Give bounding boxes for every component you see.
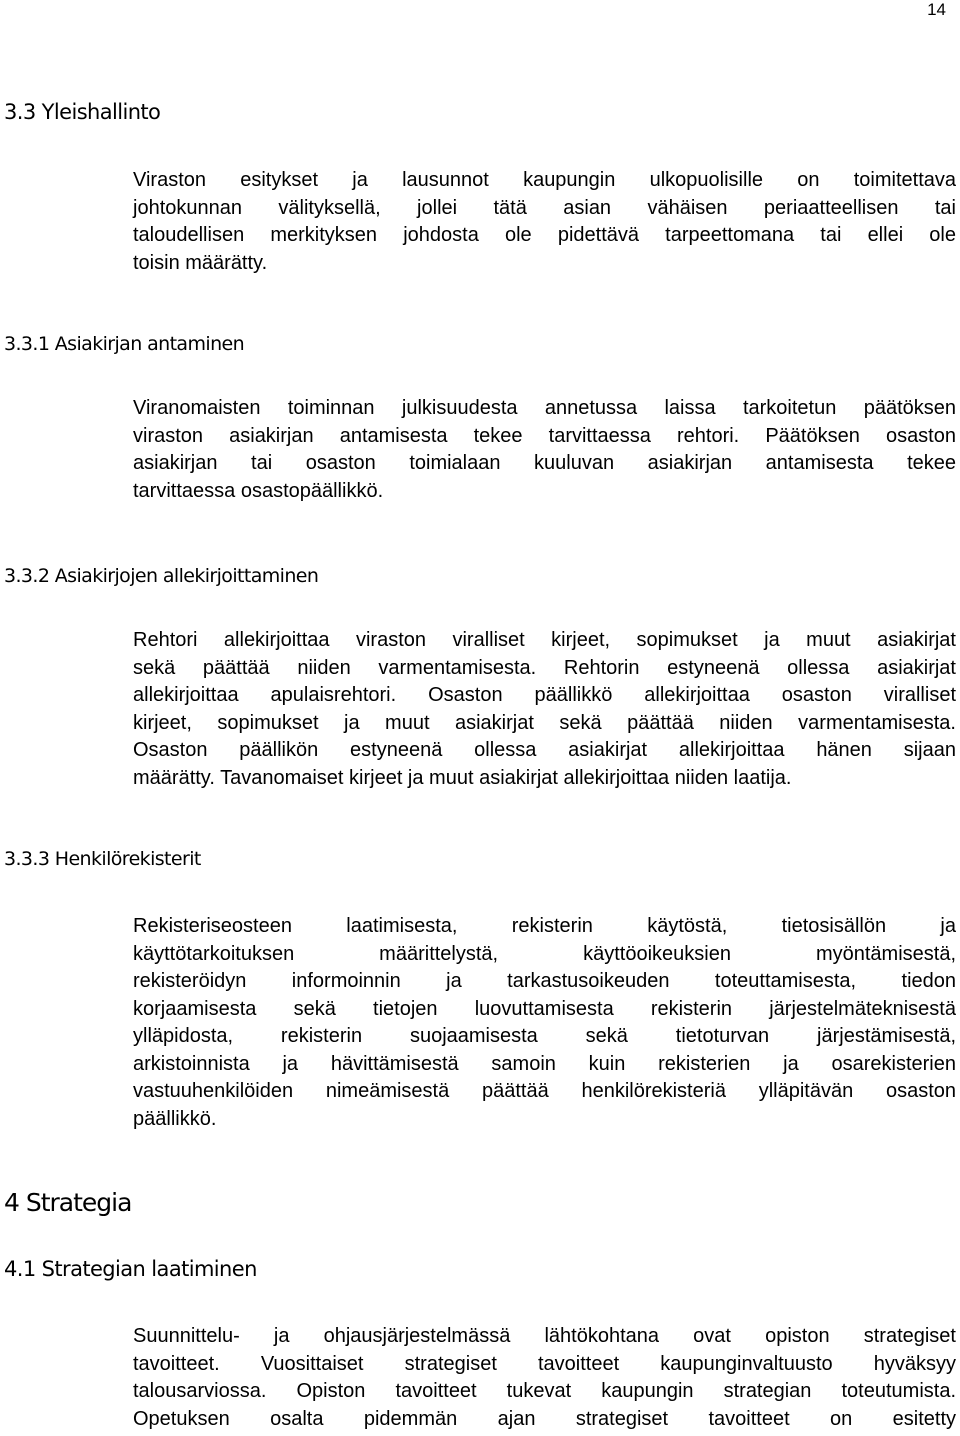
text-line: Opetuksen osalta pidemmän ajan strategiset tavoitteet on esitetty bbox=[133, 1407, 956, 1430]
text-line: viraston asiakirjan antamisesta tekee tarvittaessa rehtori. Päätöksen osaston bbox=[133, 424, 956, 447]
text-line: korjaamisesta sekä tietojen luovuttamisesta rekisterin järjestelmäteknisestä bbox=[133, 997, 956, 1020]
text-line: arkistoinnista ja hävittämisestä samoin kuin rekisterien ja osarekisterien bbox=[133, 1052, 956, 1075]
paragraph-henkilorekisterit bbox=[133, 913, 956, 1133]
section-heading-3-3-3: 3.3.3 Henkilörekisterit bbox=[4, 848, 201, 870]
text-line: Viranomaisten toiminnan julkisuudesta annetussa laissa tarkoitetun päätöksen bbox=[133, 397, 956, 419]
page-number: 14 bbox=[927, 0, 946, 19]
chapter-heading-4: 4 Strategia bbox=[4, 1188, 132, 1217]
text-line: allekirjoittaa apulaisrehtori. Osaston päällikkö allekirjoittaa osaston viralliset bbox=[133, 684, 956, 706]
section-heading-4-1: 4.1 Strategian laatiminen bbox=[4, 1257, 257, 1281]
text-line: käyttötarkoituksen määrittelystä, käyttöoikeuksien myöntämisestä, bbox=[133, 942, 956, 965]
text-line: vastuuhenkilöiden nimeämisestä päättää henkilörekisteriä ylläpitävän osaston bbox=[133, 1080, 956, 1102]
text-line: määrätty. Tavanomaiset kirjeet ja muut asiakirjat allekirjoittaa niiden laatija. bbox=[133, 766, 792, 789]
text-line: kirjeet, sopimukset ja muut asiakirjat sekä päättää niiden varmentamisesta. bbox=[133, 711, 956, 734]
text-line: Rekisteriseosteen laatimisesta, rekisterin käytöstä, tietosisällön ja bbox=[133, 915, 956, 937]
text-line: johtokunnan välityksellä, jollei tätä asian vähäisen periaatteellisen tai bbox=[133, 196, 956, 219]
text-line: rekisteröidyn informoinnin ja tarkastusoikeuden toteuttamisesta, tiedon bbox=[133, 970, 956, 992]
text-line: tarvittaessa osastopäällikkö. bbox=[133, 479, 384, 502]
paragraph-yleishallinto bbox=[133, 167, 956, 277]
text-line: Suunnittelu- ja ohjausjärjestelmässä lähtökohtana ovat opiston strategiset bbox=[133, 1325, 956, 1347]
text-line: talousarviossa. Opiston tavoitteet tukevat kaupungin strategian toteutumista. bbox=[133, 1380, 956, 1402]
text-line: ylläpidosta, rekisterin suojaamisesta sekä tietoturvan järjestämisestä, bbox=[133, 1025, 956, 1047]
text-line: toisin määrätty. bbox=[133, 251, 268, 274]
paragraph-asiakirjojen-allekirjoittaminen bbox=[133, 627, 956, 792]
paragraph-strategian-laatiminen bbox=[133, 1323, 956, 1433]
text-line: Viraston esitykset ja lausunnot kaupungin ulkopuolisille on toimitettava bbox=[133, 169, 956, 191]
section-heading-3-3-2: 3.3.2 Asiakirjojen allekirjoittaminen bbox=[4, 565, 319, 587]
text-line: taloudellisen merkityksen johdosta ole pidettävä tarpeettomana tai ellei ole bbox=[133, 224, 956, 246]
text-line: päällikkö. bbox=[133, 1107, 217, 1130]
text-line: Osaston päällikön estyneenä ollessa asiakirjat allekirjoittaa hänen sijaan bbox=[133, 739, 956, 761]
text-line: Rehtori allekirjoittaa viraston viralliset kirjeet, sopimukset ja muut asiakirjat bbox=[133, 629, 956, 651]
text-line: tavoitteet. Vuosittaiset strategiset tavoitteet kaupunginvaltuusto hyväksyy bbox=[133, 1352, 956, 1375]
section-heading-3-3-1: 3.3.1 Asiakirjan antaminen bbox=[4, 333, 245, 355]
text-line: sekä päättää niiden varmentamisesta. Rehtorin estyneenä ollessa asiakirjat bbox=[133, 656, 956, 679]
section-heading-3-3: 3.3 Yleishallinto bbox=[4, 100, 161, 124]
text-line: asiakirjan tai osaston toimialaan kuuluvan asiakirjan antamisesta tekee bbox=[133, 452, 956, 474]
paragraph-asiakirjan-antaminen bbox=[133, 395, 956, 505]
